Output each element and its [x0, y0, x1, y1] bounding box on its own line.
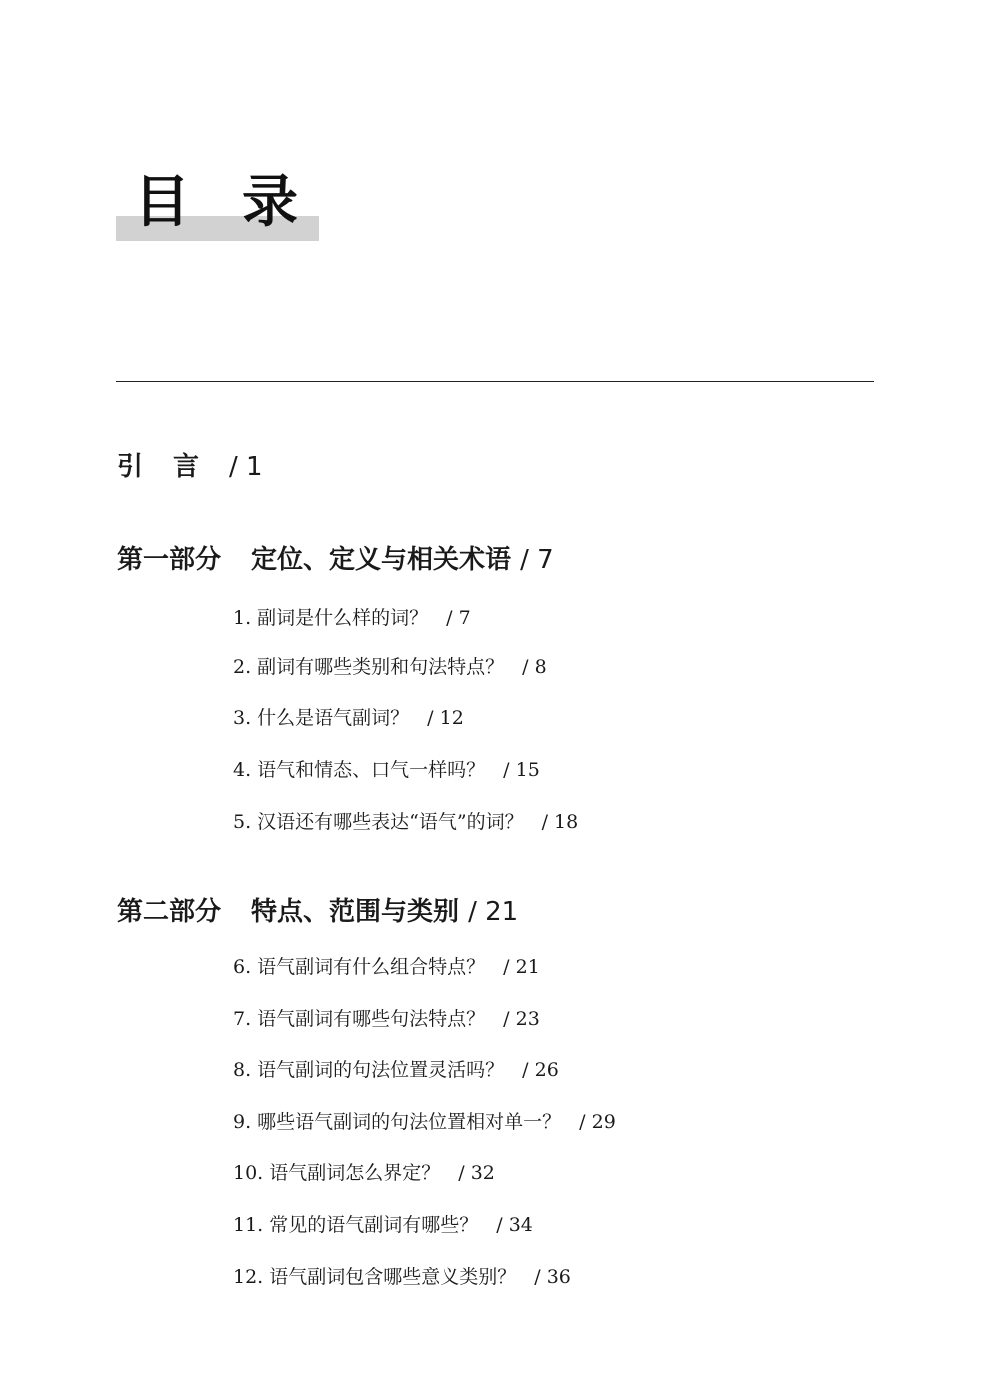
entry-page: / 36	[534, 1266, 571, 1288]
entry-page: / 7	[446, 607, 471, 629]
entry-title: 12. 语气副词包含哪些意义类别？	[233, 1266, 517, 1288]
entry-title: 4. 语气和情态、口气一样吗？	[233, 759, 486, 781]
intro-page: / 1	[229, 452, 263, 482]
toc-entry[interactable]	[233, 1159, 495, 1187]
toc-part-2[interactable]	[117, 895, 518, 929]
entry-page: / 32	[458, 1162, 495, 1184]
toc-entry[interactable]	[233, 1108, 616, 1136]
toc-part-1[interactable]	[117, 543, 554, 577]
entry-page: / 26	[522, 1059, 559, 1081]
toc-entry[interactable]	[233, 756, 540, 784]
entry-page: / 8	[522, 656, 547, 678]
entry-title: 10. 语气副词怎么界定？	[233, 1162, 441, 1184]
toc-entry[interactable]	[233, 1005, 540, 1033]
toc-entry[interactable]	[233, 953, 540, 981]
toc-entry[interactable]	[233, 653, 547, 681]
toc-entry[interactable]	[233, 604, 471, 632]
entry-page: / 18	[541, 811, 579, 833]
part-1-page: / 7	[520, 545, 554, 575]
entry-page: / 34	[496, 1214, 533, 1236]
toc-entry[interactable]	[233, 1056, 559, 1084]
part-2-page: / 21	[468, 897, 519, 927]
divider-rule	[116, 381, 874, 382]
entry-title: 8. 语气副词的句法位置灵活吗？	[233, 1059, 505, 1081]
entry-page: / 21	[503, 956, 540, 978]
entry-page: / 15	[503, 759, 540, 781]
page-title: 目录	[134, 170, 350, 235]
entry-title: 11. 常见的语气副词有哪些？	[233, 1214, 479, 1236]
toc-entry[interactable]	[233, 704, 464, 732]
entry-title: 3. 什么是语气副词？	[233, 707, 410, 729]
entry-title: 6. 语气副词有什么组合特点？	[233, 956, 486, 978]
entry-title: 5. 汉语还有哪些表达“语气”的词？	[233, 811, 524, 833]
part-1-label: 第一部分	[117, 545, 222, 575]
entry-title: 7. 语气副词有哪些句法特点？	[233, 1008, 486, 1030]
entry-page: / 23	[503, 1008, 540, 1030]
entry-page: / 12	[427, 707, 464, 729]
part-1-title: 定位、定义与相关术语	[251, 545, 512, 575]
toc-title-block	[116, 170, 350, 245]
toc-entry[interactable]	[233, 808, 578, 836]
part-2-title: 特点、范围与类别	[251, 897, 460, 927]
intro-label: 引言	[117, 452, 230, 482]
part-2-label: 第二部分	[117, 897, 222, 927]
toc-entry[interactable]	[233, 1263, 571, 1291]
entry-page: / 29	[579, 1111, 616, 1133]
toc-entry[interactable]	[233, 1211, 533, 1239]
entry-title: 2. 副词有哪些类别和句法特点？	[233, 656, 505, 678]
entry-title: 1. 副词是什么样的词？	[233, 607, 429, 629]
entry-title: 9. 哪些语气副词的句法位置相对单一？	[233, 1111, 562, 1133]
toc-intro[interactable]	[117, 450, 263, 484]
